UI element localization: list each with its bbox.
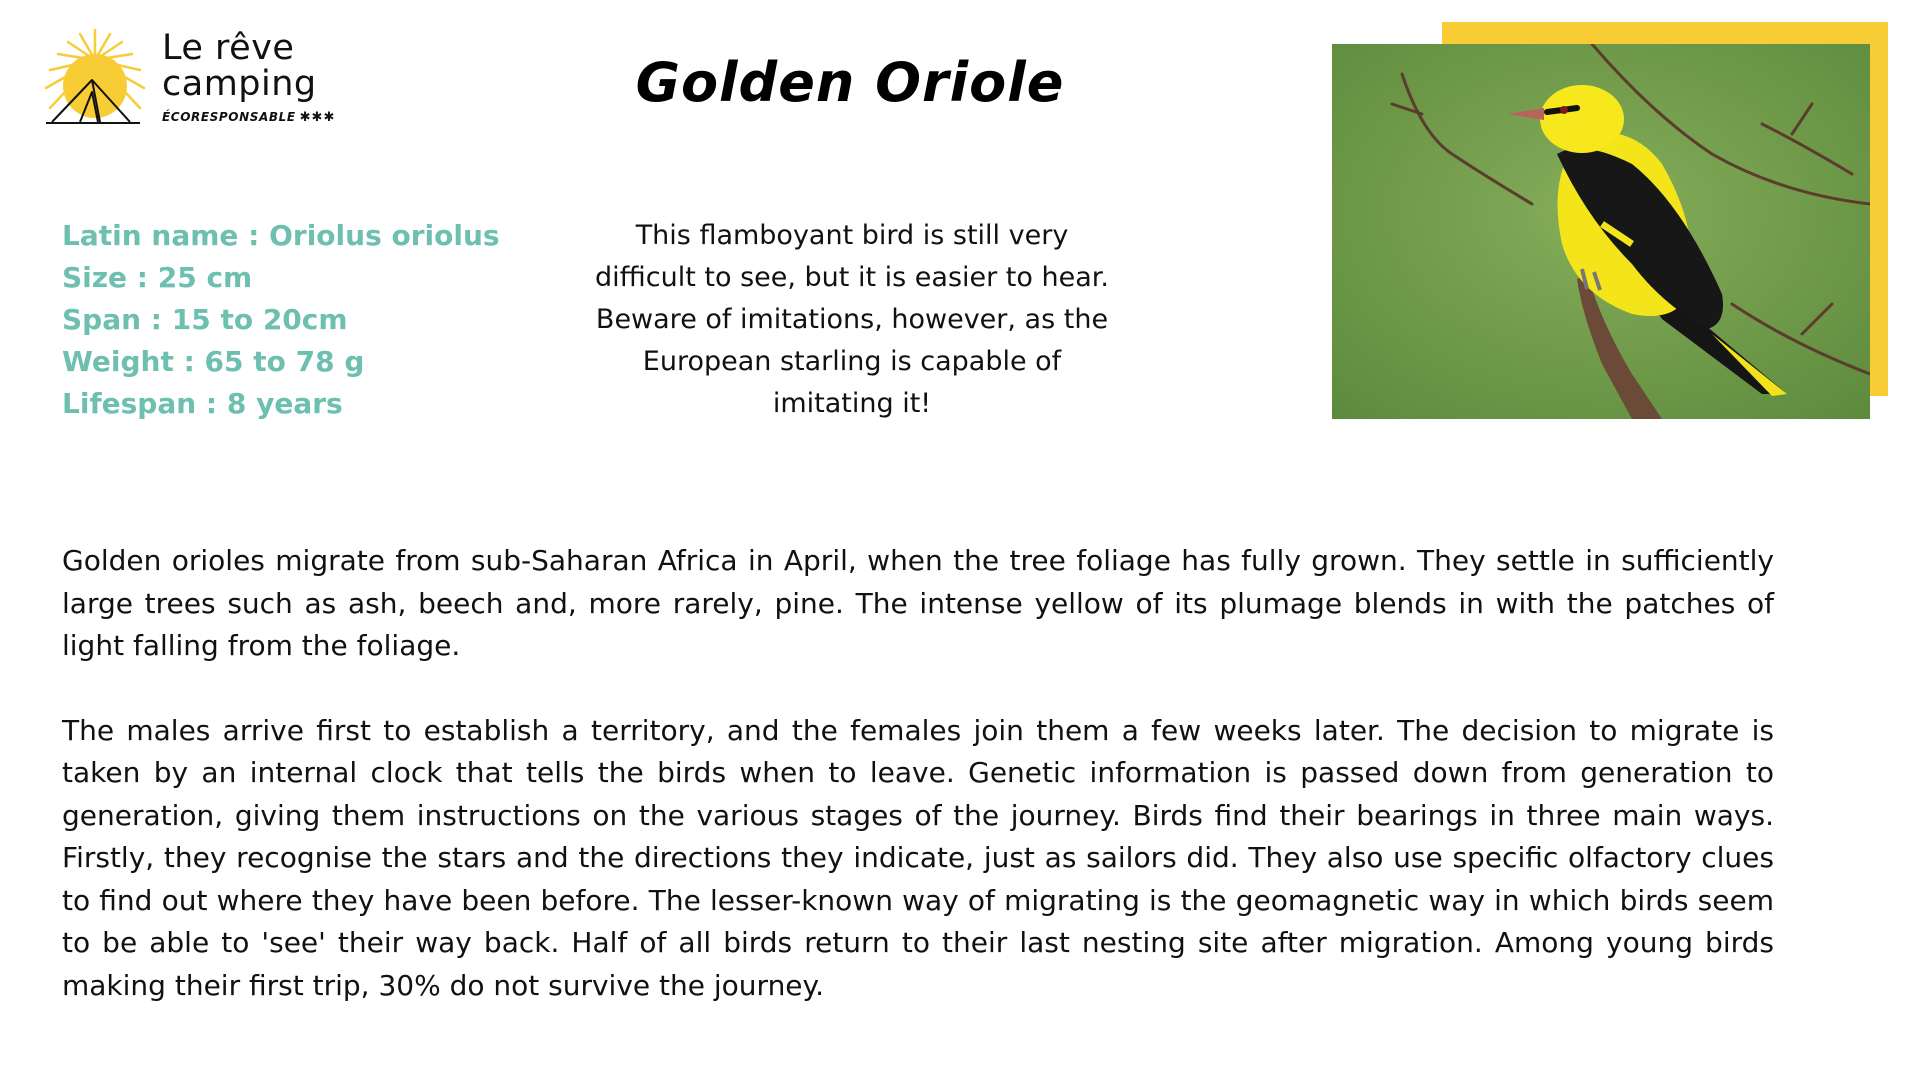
logo-name-line1: Le rêve: [162, 28, 295, 68]
golden-oriole-image-icon: [1332, 44, 1870, 419]
fact-size: Size : 25 cm: [62, 261, 253, 294]
fact-weight: Weight : 65 to 78 g: [62, 345, 365, 378]
page-title: Golden Oriole: [635, 51, 1065, 114]
article-body: [62, 540, 1774, 1049]
logo-wordmark: [162, 30, 362, 125]
fact-lifespan: Lifespan : 8 years: [62, 387, 343, 420]
paragraph-migration: Golden orioles migrate from sub-Saharan Africa in April, when the tree foliage has fully grown. They settle in sufficiently large trees such as ash, beech and, more rarely, pine. The intense yellow of its plumage blends in with the patches of light falling from the foliage.: [62, 544, 1774, 662]
facts-list: [62, 215, 582, 425]
logo: [40, 28, 360, 138]
fact-span: Span : 15 to 20cm: [62, 303, 348, 336]
fact-latin-name: Latin name : Oriolus oriolus: [62, 219, 500, 252]
oriole-photo: [1332, 44, 1870, 419]
logo-tagline: [162, 110, 362, 125]
paragraph-navigation: The males arrive first to establish a territory, and the females join them a few weeks later. The decision to migrate is taken by an internal clock that tells the birds when to leave. Genetic information is passed down from generation to generation, giving them instructions on the various stages of the journey. Birds find their bearings in three main ways. Firstly, they recognise the stars and the directions they indicate, just as sailors did. They also use specific olfactory clues to find out where they have been before. The lesser-known way of migrating is the geomagnetic way in which birds seem to be able to 'see' their way back. Half of all birds return to their last nesting site after migration. Among young birds making their first trip, 30% do not survive the journey.: [62, 713, 1774, 1002]
logo-name-line2: camping: [162, 64, 317, 104]
logo-stars-icon: ✱✱✱: [299, 110, 336, 125]
intro-text: This flamboyant bird is still very difficult to see, but it is easier to hear. Beware of imitations, however, as the European starling is capable of imitating it!: [595, 220, 1109, 419]
sun-tent-logo-icon: [40, 28, 168, 132]
logo-tagline-text: ÉCORESPONSABLE: [162, 110, 296, 124]
